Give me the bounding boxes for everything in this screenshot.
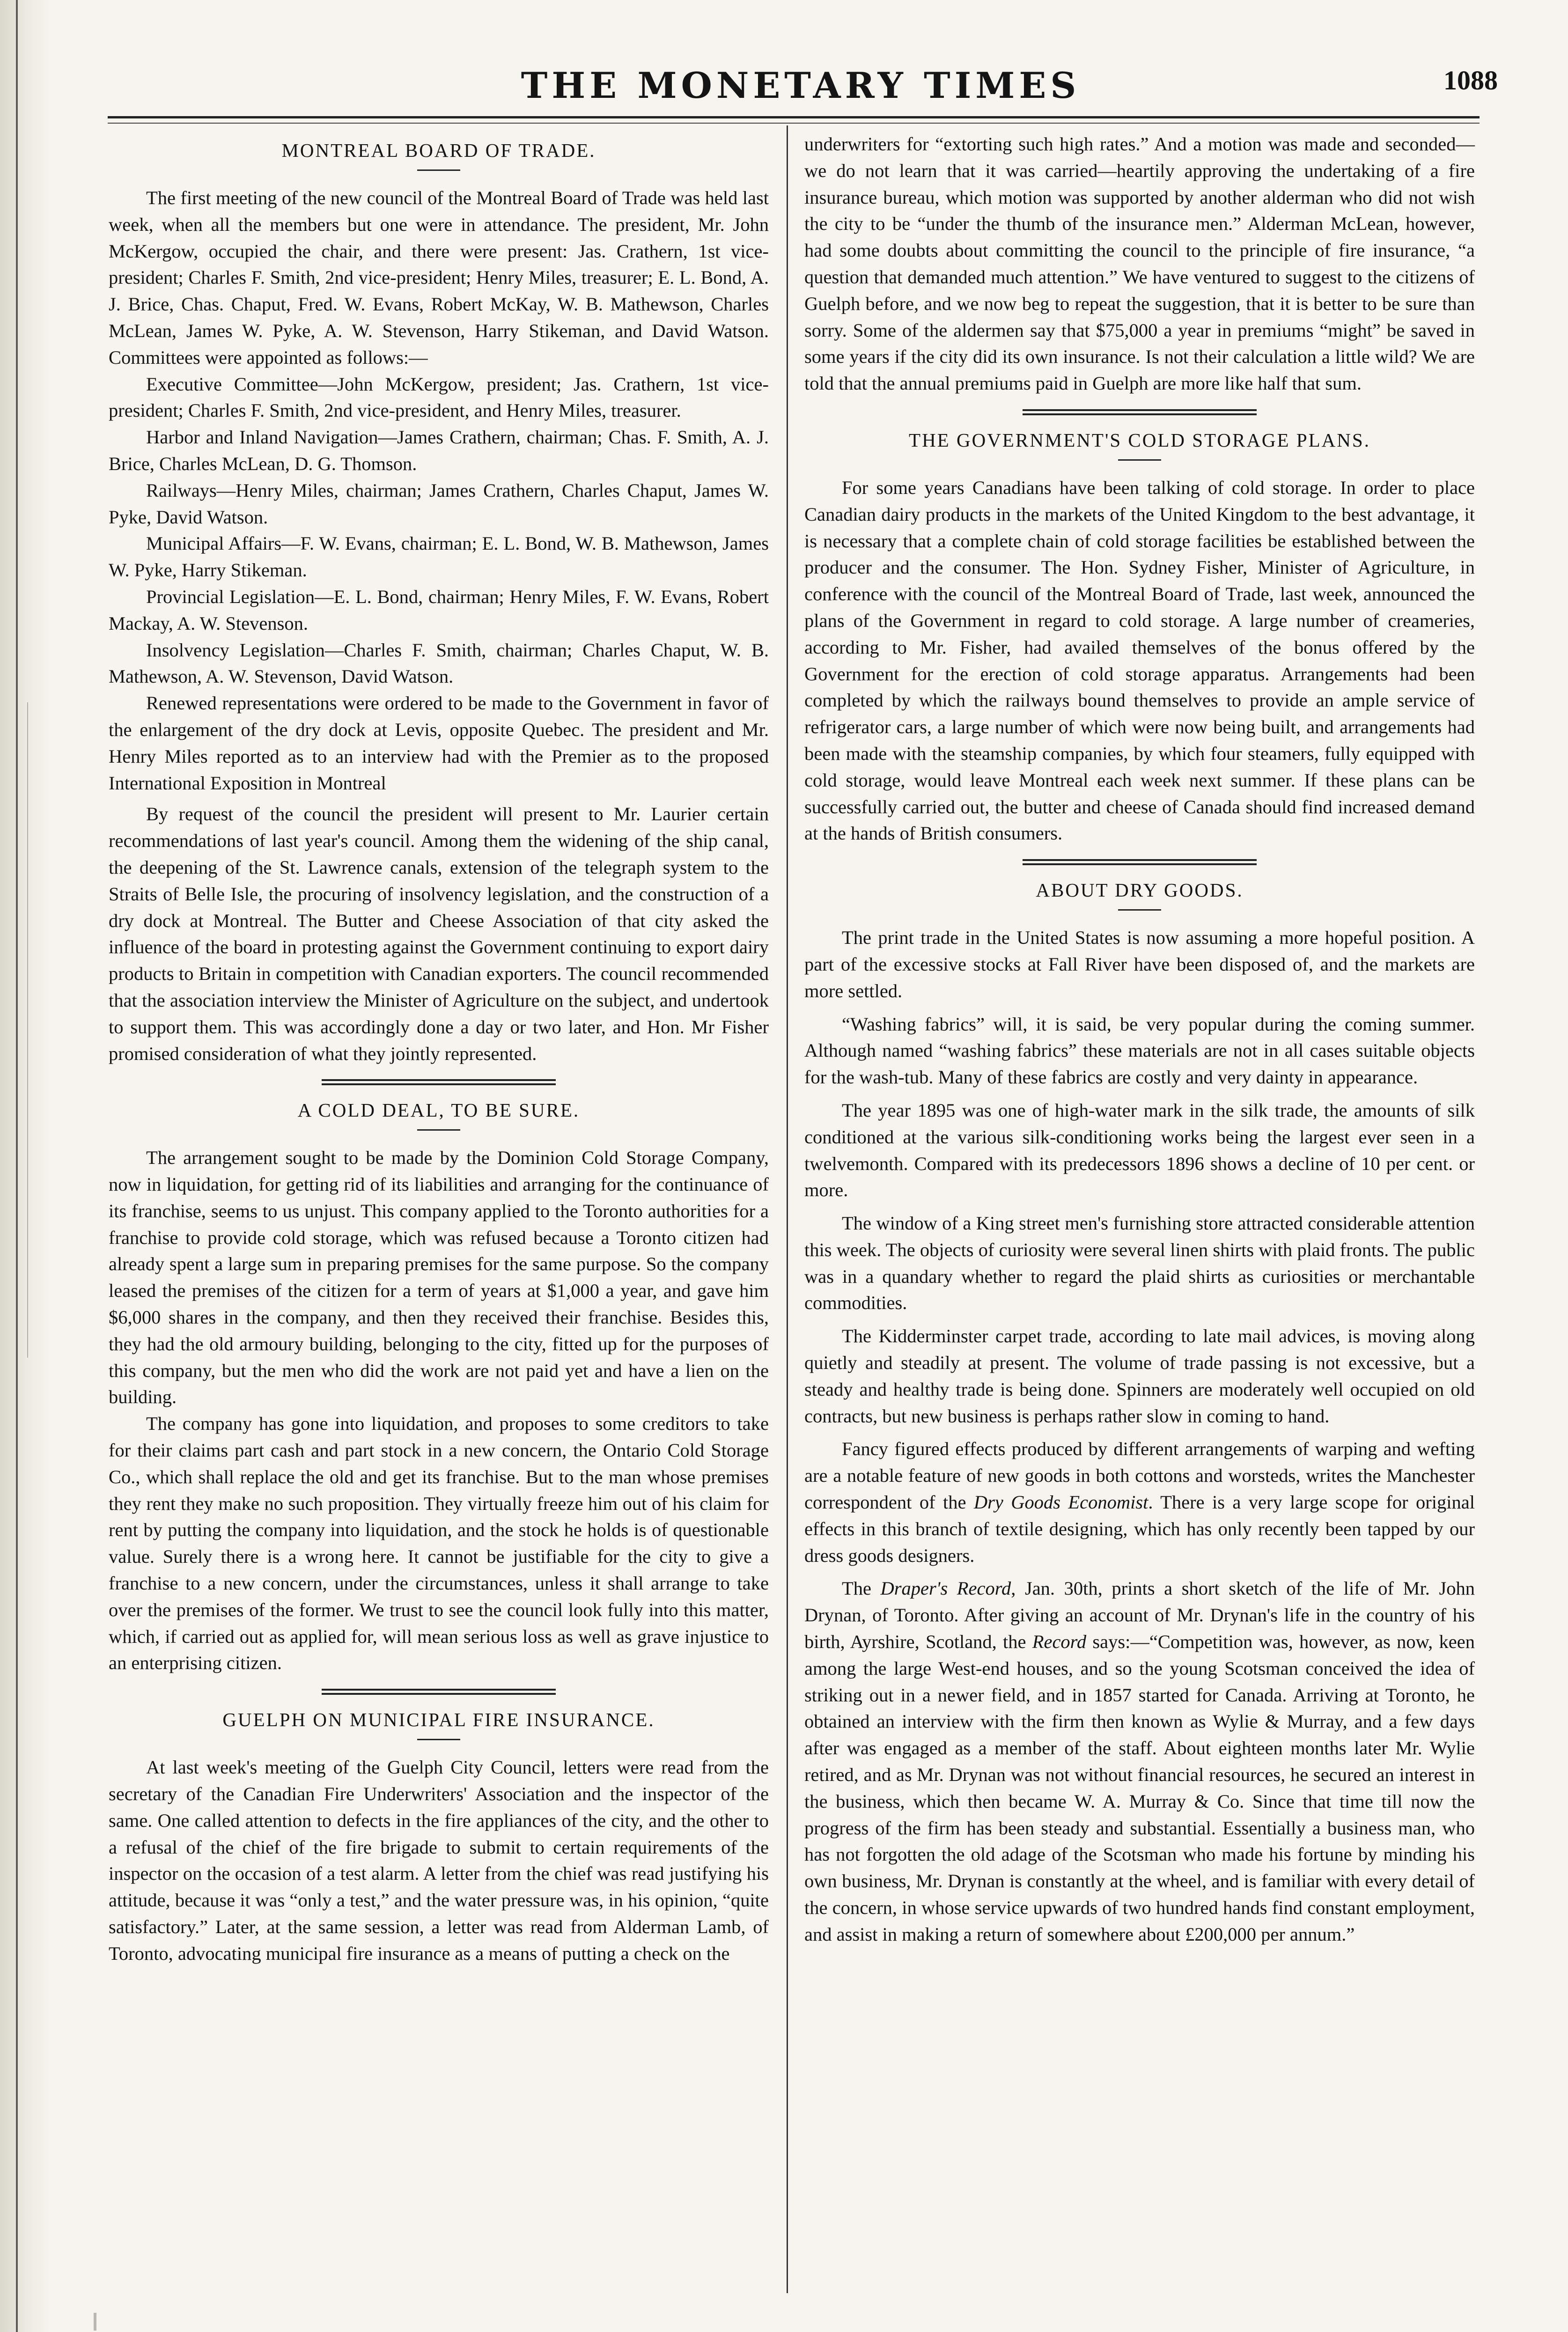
page-binding-edge <box>0 0 52 2332</box>
article-paragraph: For some years Canadians have been talking of cold storage. In order to place Canadian dairy products in the markets of the United Kingdom to the best advantage, it is necessary that a complete chain of cold storage facilities be established between the producer and the consumer. The Hon. Sydney Fisher, Minister of Agriculture, in conference with the council of the Montreal Board of Trade, last week, announced the plans of the Government in regard to cold storage. A large number of creameries, according to Mr. Fisher, had availed themselves of the bonus offered by the Government for the erection of cold storage apparatus. Arrangements had been completed by which the railways bound themselves to provide an ample service of refrigerator cars, a large number of which were now being built, and arrangements had been made with the steamship companies, by which four steamers, fully equipped with cold storage, would leave Montreal each week next summer. If these plans can be successfully carried out, the butter and cheese of Canada should find increased demand at the hands of British consumers. <box>804 477 1475 844</box>
masthead <box>108 55 1494 116</box>
section-separator <box>322 1689 556 1695</box>
article-paragraph: Renewed representations were ordered to be made to the Government in favor of the enlargement of the dry dock at Levis, opposite Quebec. The president and Mr. Henry Miles reported as to an interview had with the Premier as to the proposed International Exposition in Montreal <box>109 692 769 794</box>
article-paragraph: The window of a King street men's furnishing store attracted considerable attention this week. The objects of curiosity were several linen shirts with plaid fronts. The public was in a quandary whether to regard the plaid shirts as curiosities or merchantable commodities. <box>804 1213 1475 1314</box>
right-column <box>804 131 1475 1948</box>
committee-item: Municipal Affairs—F. W. Evans, chairman; E. L. Bond, W. B. Mathewson, James W. Pyke, Harry Stikeman. <box>109 533 769 581</box>
text-run: . There is a very large scope for original effects in this branch of textile designing, which has only recently been tapped by our dress goods designers. <box>804 1492 1475 1566</box>
binding-line <box>16 0 18 2332</box>
article-heading: THE GOVERNMENT'S COLD STORAGE PLANS. <box>909 429 1370 451</box>
masthead-title: THE MONETARY TIMES <box>521 65 1081 106</box>
masthead-rule <box>108 116 1480 118</box>
article-paragraph: The print trade in the United States is now assuming a more hopeful position. A part of the excessive stocks at Fall River have been disposed of, and the markets are more settled. <box>804 927 1475 1001</box>
section-separator <box>1023 859 1257 865</box>
heading-rule <box>1118 459 1161 461</box>
article-paragraph: The arrangement sought to be made by the Dominion Cold Storage Company, now in liquidation, for getting rid of its liabilities and arranging for the continuance of its franchise, seems to us unjust. This company applied to the Toronto authorities for a franchise to provide cold storage, which was refused because a Toronto citizen had already spent a large sum in preparing premises for the same purpose. So the company leased the premises of the citizen for a term of years at $1,000 a year, and gave him $6,000 shares in the company, and then they received their franchise. Besides this, they had the old armoury building, belonging to the city, fitted up for the purposes of this company, but the men who did the work are not paid yet and have a lien on the building. <box>109 1147 769 1408</box>
article-paragraph <box>804 1575 1475 1948</box>
article-heading: MONTREAL BOARD OF TRADE. <box>281 140 596 161</box>
article-paragraph: The year 1895 was one of high-water mark in the silk trade, the amounts of silk conditioned at the various silk-conditioning works being the largest ever seen in a twelvemonth. Compared with its predecessors 1896 shows a decline of 10 per cent. or more. <box>804 1099 1475 1201</box>
section-separator <box>1023 409 1257 415</box>
publication-name: Draper's Record <box>880 1578 1011 1599</box>
article-guelph <box>109 1705 769 1967</box>
article-paragraph: At last week's meeting of the Guelph City Council, letters were read from the secretary of the Canadian Fire Underwriters' Association and the inspector of the same. One called attention to defects in the fire appliances of the city, and the other to a refusal of the chief of the fire brigade to submit to certain requirements of the inspector on the occasion of a test alarm. A letter from the chief was read justifying his attitude, because it was “only a test,” and the water pressure was, in his opinion, “quite satisfactory.” Later, at the same session, a letter was read from Alderman Lamb, of Toronto, advocating municipal fire insurance as a means of putting a check on the <box>109 1757 769 1964</box>
heading-rule <box>1118 909 1161 911</box>
text-run: says:—“Competition was, however, as now, keen among the large West-end houses, and so the young Scotsman conceived the idea of striking out in a newer field, and in 1857 started for Canada. Arriving at Toronto, he obtained an interview with the firm then known as Wylie & Murray, and a few days after was engaged as a member of the staff. About eighteen months later Mr. Wylie retired, and as Mr. Drynan was not without financial resources, he secured an interest in the business, which then became W. A. Murray & Co. Since that time till now the progress of the firm has been steady and substantial. Essentially a business man, who has not forgotten the old adage of the Scotsman who made his fortune by minding his own business, Mr. Drynan is constantly at the wheel, and is familiar with every detail of the concern, in whose service upwards of two hundred hands find constant employment, and assist in making a return of somewhere about £200,000 per annum.” <box>804 1631 1475 1945</box>
article-cold-storage <box>804 426 1475 847</box>
article-paragraph: The Kidderminster carpet trade, according to late mail advices, is moving along quietly and steadily at present. The volume of trade passing is not excessive, but a steady and healthy trade is being done. Spinners are moderately well occupied on old contracts, but new business is perhaps rather slow in coming to hand. <box>804 1325 1475 1427</box>
committee-item: Railways—Henry Miles, chairman; James Crathern, Charles Chaput, James W. Pyke, David Watson. <box>109 479 769 528</box>
heading-rule <box>417 1129 460 1131</box>
committee-item: Harbor and Inland Navigation—James Crathern, chairman; Chas. F. Smith, A. J. Brice, Charles McLean, D. G. Thomson. <box>109 427 769 474</box>
article-paragraph: “Washing fabrics” will, it is said, be very popular during the coming summer. Although named “washing fabrics” these materials are not in all cases suitable objects for the wash-tub. Many of these fabrics are costly and very dainty in appearance. <box>804 1013 1475 1088</box>
article-paragraph: The company has gone into liquidation, and proposes to some creditors to take for their claims part cash and part stock in a new concern, the Ontario Cold Storage Co., which shall replace the old and get its franchise. But to the man whose premises they rent they make no such proposition. They virtually freeze him out of his claim for rent by putting the company into liquidation, and the stock he holds is of questionable value. Surely there is a wrong here. It cannot be justifiable for the city to give a franchise to a new concern, under the circumstances, unless it shall arrange to take over the premises of the former. We trust to see the council look fully into this matter, which, if carried out as applied for, will mean serious loss as well as grave injustice to an enterprising citizen. <box>109 1413 769 1674</box>
article-montreal-board <box>109 136 769 1067</box>
text-run: The <box>842 1578 881 1599</box>
text-run: , Jan. 30th, prints a short sketch of the life of Mr. John Drynan, of Toronto. After giving an account of Mr. Drynan's life in the country of his birth, Ayrshire, Scotland, the <box>804 1578 1475 1653</box>
left-column <box>109 136 769 1967</box>
publication-name: Dry Goods Economist <box>973 1492 1148 1513</box>
binding-shadow-line <box>27 702 28 1358</box>
scan-artifact <box>94 2313 96 2331</box>
heading-rule <box>417 1739 460 1740</box>
article-dry-goods <box>804 875 1475 1948</box>
heading-rule <box>417 169 460 171</box>
article-heading: ABOUT DRY GOODS. <box>1036 879 1244 901</box>
masthead-rule-thin <box>108 123 1480 124</box>
article-cold-deal <box>109 1096 769 1677</box>
article-paragraph-continued: underwriters for “extorting such high rates.” And a motion was made and seconded—we do not learn that it was carried—heartily approving the undertaking of a fire insurance bureau, which motion was supported by another alderman who did not wish the city to be “under the thumb of the insurance men.” Alderman McLean, however, had some doubts about committing the council to the principle of fire insurance, “a question that demanded much attention.” We have ventured to suggest to the citizens of Guelph before, and we now beg to repeat the suggestion, that it is better to be sure than sorry. Some of the aldermen say that $75,000 a year in premiums “might” be saved in some years if the city did its own insurance. Is not their calculation a little wild? We are told that the annual premiums paid in Guelph are more like half that sum. <box>804 133 1475 394</box>
article-heading: GUELPH ON MUNICIPAL FIRE INSURANCE. <box>222 1709 655 1731</box>
text-run: Fancy figured effects produced by different arrangements of warping and wefting are a notable feature of new goods in both cottons and worsteds, writes the Manchester correspondent of the <box>804 1438 1475 1513</box>
article-paragraph: By request of the council the president will present to Mr. Laurier certain recommendations of last year's council. Among them the widening of the ship canal, the deepening of the St. Lawrence canals, extension of the telegraph system to the Straits of Belle Isle, the procuring of insolvency legislation, and the construction of a dry dock at Montreal. The Butter and Cheese Association of that city asked the influence of the board in protesting against the Government continuing to export dairy products to Britain in competition with Canadian exporters. The council recommended that the association interview the Minister of Agriculture on the subject, and undertook to support them. This was accordingly done a day or two later, and Hon. Mr Fisher promised consideration of what they jointly represented. <box>109 803 769 1064</box>
article-heading: A COLD DEAL, TO BE SURE. <box>297 1099 580 1121</box>
committee-item: Executive Committee—John McKergow, president; Jas. Crathern, 1st vice-president; Charles F. Smith, 2nd vice-president, and Henry Miles, treasurer. <box>109 373 769 421</box>
publication-name: Record <box>1032 1631 1087 1653</box>
page-number: 1088 <box>1443 65 1498 96</box>
committee-item: Insolvency Legislation—Charles F. Smith, chairman; Charles Chaput, W. B. Mathewson, A. W. Stevenson, David Watson. <box>109 639 769 687</box>
committee-item: Provincial Legislation—E. L. Bond, chairman; Henry Miles, F. W. Evans, Robert Mackay, A. W. Stevenson. <box>109 586 769 634</box>
article-paragraph <box>804 1436 1475 1569</box>
article-paragraph: The first meeting of the new council of the Montreal Board of Trade was held last week, when all the members but one were in attendance. The president, Mr. John McKergow, occupied the chair, and there were present: Jas. Crathern, 1st vice-president; Charles F. Smith, 2nd vice-president; Henry Miles, treasurer; E. L. Bond, A. J. Brice, Chas. Chaput, Fred. W. Evans, Robert McKay, W. B. Mathewson, Charles McLean, James W. Pyke, A. W. Stevenson, Harry Stikeman, and David Watson. Committees were appointed as follows:— <box>109 187 769 368</box>
column-divider <box>787 125 788 2293</box>
section-separator <box>322 1079 556 1085</box>
